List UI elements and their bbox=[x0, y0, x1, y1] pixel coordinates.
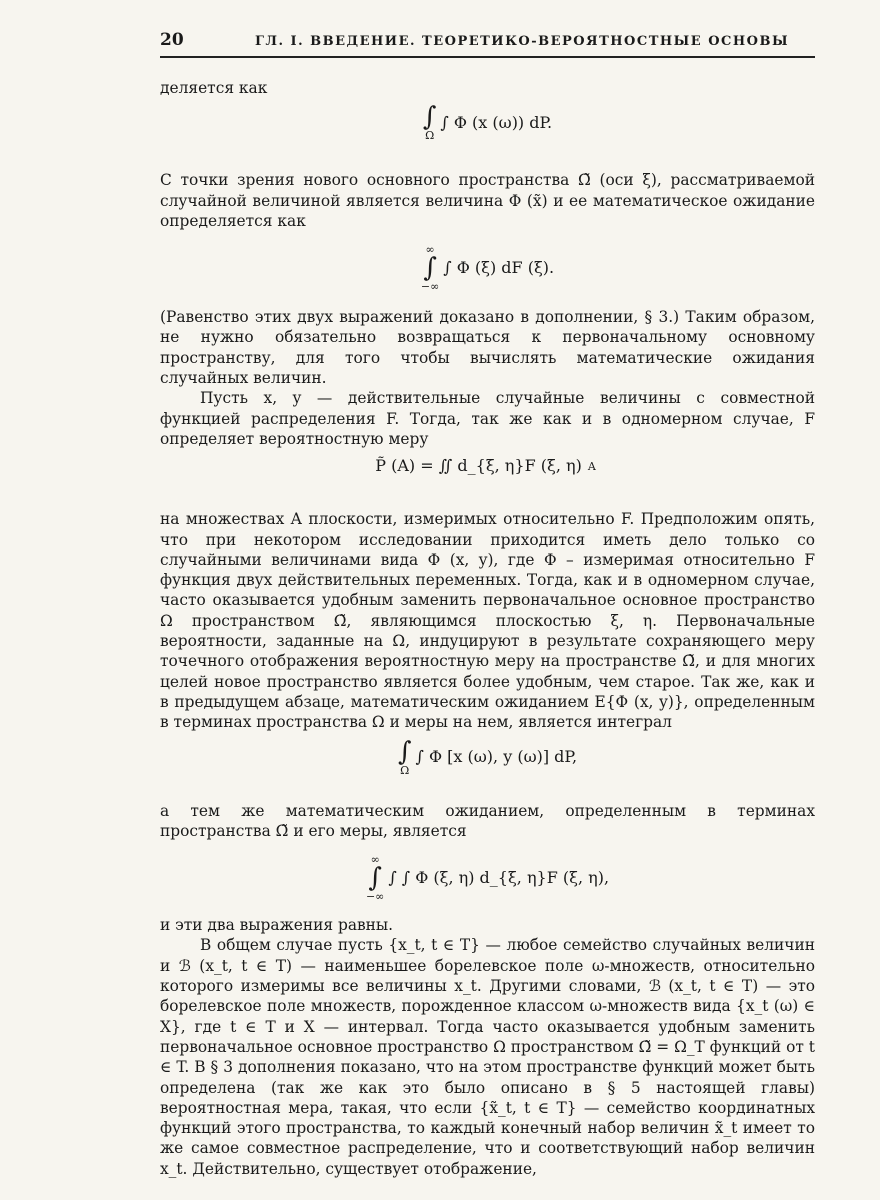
integral-upper-limit: ∞ bbox=[425, 243, 435, 257]
integral-lower-limit: Ω bbox=[400, 763, 410, 777]
paragraph: (Равенство этих двух выражений доказано в дополнении, § 3.) Таким образом, не нужно обязательно возвращаться к первоначальному основному пространству, для того чтобы вычислять математические ожидания случайных величин. bbox=[160, 308, 815, 388]
equation bbox=[160, 455, 815, 503]
integral-lower-limit: Ω bbox=[425, 129, 435, 143]
page-header bbox=[160, 30, 815, 58]
integral-lower-limit: A bbox=[587, 459, 596, 473]
equation: ∞ ∫ −∞ ∫ Φ (ξ) dF (ξ). bbox=[420, 243, 555, 294]
paragraph: а тем же математическим ожиданием, определенным в терминах пространства Ω̃ и его меры, является bbox=[160, 801, 815, 840]
paragraph: на множествах A плоскости, измеримых относительно F. Предположим опять, что при некотором исследовании приходится иметь дело только со случайными величинами вида Φ (x, y), где Φ – измеримая относительно F функция двух действительных переменных. Тогда, как и в одномерном случае, часто оказывается удобным заменить первоначальное основное пространство Ω пространством Ω̃, являющимся плоскостью ξ, η. Первоначальные вероятности, заданные на Ω, индуцируют в результате сохраняющего меру точечного отображения вероятностную меру на пространстве Ω̃, и для многих целей новое пространство является более удобным, чем старое. Так же, как и в предыдущем абзаце, математическим ожиданием E{Φ (x, y)}, определенным в терминах пространства Ω и меры на нем, является интеграл bbox=[160, 510, 815, 732]
paragraph: Пусть x, y — действительные случайные величины с совместной функцией распределения F. Тогда, так же как и в одномерном случае, F определяет вероятностную меру bbox=[160, 389, 815, 448]
integral-lower-limit: −∞ bbox=[365, 890, 385, 904]
equation-body: ∫ Φ (x (ω)) dP. bbox=[440, 112, 553, 132]
paragraph: С точки зрения нового основного пространства Ω̃ (оси ξ), рассматриваемой случайной величиной является величина Φ (x̃) и ее математическое ожидание определяется как bbox=[160, 171, 815, 230]
equation: ∞ ∫ −∞ ∫ ∫ Φ (ξ, η) d_{ξ, η}F (ξ, η), bbox=[365, 853, 610, 904]
integral-lower-limit: −∞ bbox=[420, 280, 440, 294]
running-head: ГЛ. I. ВВЕДЕНИЕ. ТЕОРЕТИКО-ВЕРОЯТНОСТНЫЕ ОСНОВЫ bbox=[255, 34, 790, 49]
paragraph: деляется как bbox=[160, 79, 268, 97]
equation-body: ∫ Φ (ξ) dF (ξ). bbox=[443, 258, 555, 278]
equation-body: P̃ (A) = ∬ d_{ξ, η}F (ξ, η) bbox=[375, 456, 582, 476]
equation: ∫ Ω ∫ Φ (x (ω)) dP. bbox=[422, 102, 553, 143]
equation-body: ∫ ∫ Φ (ξ, η) d_{ξ, η}F (ξ, η), bbox=[388, 868, 610, 888]
book-page bbox=[160, 30, 815, 1179]
equation: ∫ Ω ∫ Φ [x (ω), y (ω)] dP, bbox=[397, 736, 578, 777]
equation-body: ∫ Φ [x (ω), y (ω)] dP, bbox=[415, 747, 578, 767]
integral-upper-limit: ∞ bbox=[370, 853, 380, 867]
paragraph: и эти два выражения равны. bbox=[160, 916, 394, 935]
paragraph: В общем случае пусть {x_t, t ∈ T} — любое семейство случайных величин и ℬ (x_t, t ∈ T) — наименьшее борелевское поле ω-множеств, относительно которого измеримы все величины x_t. Другими словами, ℬ (x_t, t ∈ T) — это борелевское поле множеств, порожденное классом ω-множеств вида {x_t (ω) ∈ X}, где t ∈ T и X — интервал. Тогда часто оказывается удобным заменить первоначальное основное пространство Ω пространством Ω̃ = Ω_T функций от t ∈ T. В § 3 дополнения показано, что на этом пространстве функций может быть определена (так же как это было описано в § 5 настоящей главы) вероятностная мера, такая, что если {x̃_t, t ∈ T} — семейство координатных функций этого пространства, то каждый конечный набор величин x̃_t имеет то же самое совместное распределение, что и соответствующий набор величин x_t. Действительно, существует отображение, bbox=[160, 936, 815, 1178]
page-number: 20 bbox=[160, 30, 184, 50]
